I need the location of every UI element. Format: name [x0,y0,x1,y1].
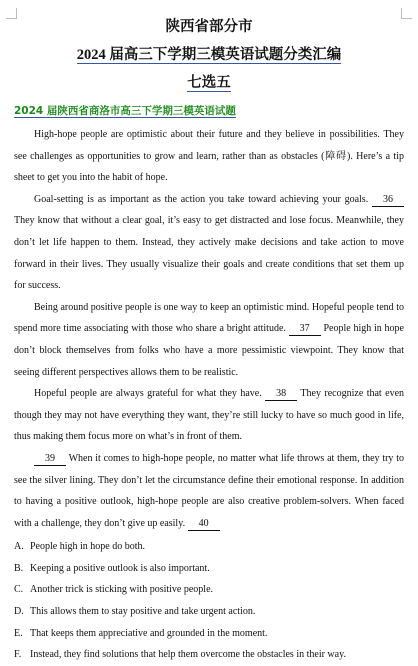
blank-36[interactable]: 36 [372,193,404,207]
option-text: This allows them to stay positive and take urgent action. [30,606,256,618]
option-b [14,558,404,580]
option-d [14,601,404,623]
paragraph-3-text-a: Being around positive people is one way to keep an optimistic mind. Hopeful people tend to spend more time associating with those who share a bright attitude. [14,301,404,335]
title-line-2-text: 2024 届高三下学期三模英语试题分类汇编 [76,47,342,63]
paragraph-3-text-b: People high in hope don’t block themselves from folks who have a more pessimistic viewpoint. They know that seeing different perspectives allows them to be realistic. [14,323,404,378]
option-letter: A. [14,541,24,553]
option-a [14,536,404,558]
page-corner-mark [6,8,17,19]
title-line-1: 陕西省部分市 [165,19,253,35]
option-f [14,644,404,666]
option-text: People high in hope do both. [30,541,145,553]
option-c [14,579,404,601]
paragraph-2 [14,189,404,297]
paragraph-3 [14,297,404,383]
paragraph-4 [14,383,404,448]
option-text: Keeping a positive outlook is also important. [30,562,210,574]
blank-39[interactable]: 39 [34,452,66,466]
paragraph-5-text-b: When it comes to high-hope people, no matter what life throws at them, they try to see the silver lining. They don’t let the circumstance define their emotional response. In addition to having a positive outlook, high-hope people are also creative problem-solvers. When faced with a challenge, they don’t give up easily. [14,452,404,529]
title-line-2 [14,46,404,64]
paragraph-4-text-b: They recognize that even though they may not have everything they want, they’re still lucky to have so much good in life, thus making them focus more on what’s in front of them. [14,388,405,443]
option-letter: E. [14,627,23,639]
option-text: Instead, they find solutions that help them overcome the obstacles in their way. [30,649,346,661]
option-e [14,623,404,645]
option-letter: C. [14,584,24,596]
paragraph-1-text: High-hope people are optimistic about their future and they believe in possibilities. They see challenges as opportunities to grow and learn, rather than as obstacles (障碍). Here’s a tip sheet to get you into the habit of hope. [14,129,404,184]
title-line-3 [14,74,404,92]
section-heading-text: 2024 届陕西省商洛市高三下学期三模英语试题 [14,105,236,117]
paragraph-5 [14,448,404,534]
blank-37[interactable]: 37 [289,322,321,336]
paragraph-1 [14,124,404,189]
paragraph-2-text-b: They know that without a clear goal, it’s easy to get distracted and lose focus. Meanwhile, they don’t let life happen to them. Instead, they actively make decisions and take action to move forward in their lives. They usually visualize their goals and create conditions that set them up for success. [14,215,404,292]
option-text: That keeps them appreciative and grounded in the moment. [30,627,268,639]
option-letter: B. [14,562,24,574]
option-text: Another trick is sticking with positive people. [30,584,214,596]
options-list [14,536,404,666]
blank-38[interactable]: 38 [265,387,297,401]
paragraph-4-text-a: Hopeful people are always grateful for what they have. [34,388,262,400]
option-letter: F. [14,649,22,661]
title-line-3-text: 七选五 [187,75,231,91]
paragraph-2-text-a: Goal-setting is as important as the action you take toward achieving your goals. [34,193,369,205]
page-corner-mark [401,8,412,19]
blank-40[interactable]: 40 [188,517,220,531]
section-heading [14,104,404,118]
option-letter: D. [14,606,24,618]
